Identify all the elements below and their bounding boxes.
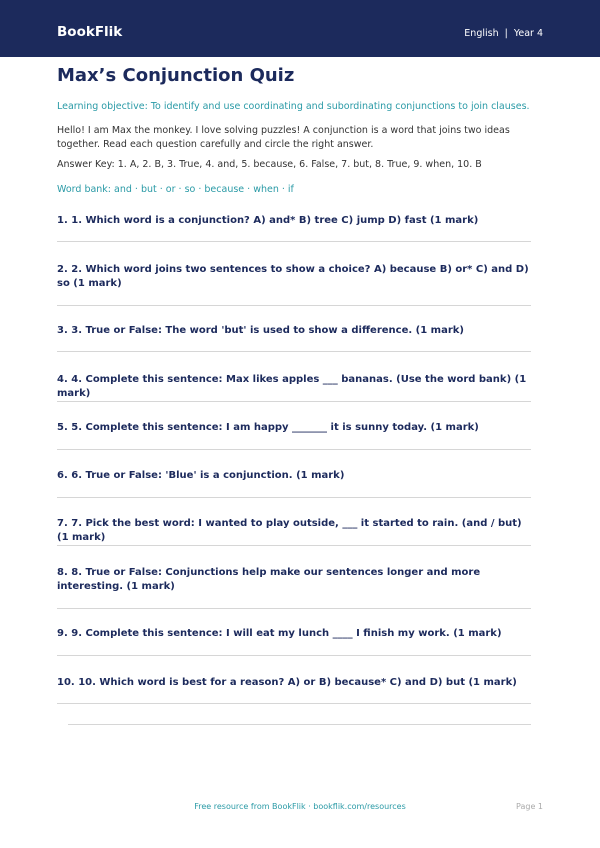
intro-text: Hello! I am Max the monkey. I love solving puzzles! A conjunction is a word that joins two ideas together. Read each question carefully and circle the right answer. (57, 125, 510, 150)
question-6: 6. 6. True or False: 'Blue' is a conjunction. (1 mark) (57, 470, 345, 481)
page-header (0, 0, 600, 57)
question-9: 9. 9. Complete this sentence: I will eat my lunch ____ I finish my work. (1 mark) (57, 628, 502, 639)
question-1: 1. 1. Which word is a conjunction? A) and* B) tree C) jump D) fast (1 mark) (57, 215, 479, 226)
header-meta (464, 28, 543, 40)
answer-line-10 (57, 703, 531, 704)
year-label: Year 4 (513, 28, 543, 39)
answer-line-9 (57, 655, 531, 656)
answer-line-3 (57, 351, 531, 352)
answer-line-1 (57, 241, 531, 242)
learning-objective: Learning objective: To identify and use coordinating and subordinating conjunctions to join clauses. (57, 101, 530, 112)
answer-line-8 (57, 608, 531, 609)
question-5: 5. 5. Complete this sentence: I am happy _______ it is sunny today. (1 mark) (57, 422, 479, 433)
page-number: Page 1 (516, 802, 543, 811)
answer-line-5 (57, 449, 531, 450)
footer-text: Free resource from BookFlik · bookflik.com/resources (194, 802, 406, 811)
brand-logo: BookFlik (57, 24, 123, 40)
answer-line-4 (57, 401, 531, 402)
end-divider (68, 724, 531, 725)
question-8: 8. 8. True or False: Conjunctions help make our sentences longer and more interesting. (1 mark) (57, 567, 481, 592)
question-7: 7. 7. Pick the best word: I wanted to play outside, ___ it started to rain. (and / but) (1 mark) (57, 518, 522, 543)
question-3: 3. 3. True or False: The word 'but' is used to show a difference. (1 mark) (57, 325, 464, 336)
page-title: Max’s Conjunction Quiz (57, 65, 295, 86)
question-4: 4. 4. Complete this sentence: Max likes apples ___ bananas. (Use the word bank) (1 mark) (57, 374, 527, 399)
answer-line-7 (57, 545, 531, 546)
subject-label: English (464, 28, 499, 39)
question-2: 2. 2. Which word joins two sentences to show a choice? A) because B) or* C) and D) so (1 mark) (57, 264, 529, 289)
answer-line-2 (57, 305, 531, 306)
word-bank: Word bank: and · but · or · so · because · when · if (57, 184, 294, 195)
question-10: 10. 10. Which word is best for a reason? A) or B) because* C) and D) but (1 mark) (57, 677, 517, 688)
answer-key: Answer Key: 1. A, 2. B, 3. True, 4. and, 5. because, 6. False, 7. but, 8. True, 9. when, 10. B (57, 159, 482, 170)
meta-separator: | (504, 28, 508, 39)
answer-line-6 (57, 497, 531, 498)
